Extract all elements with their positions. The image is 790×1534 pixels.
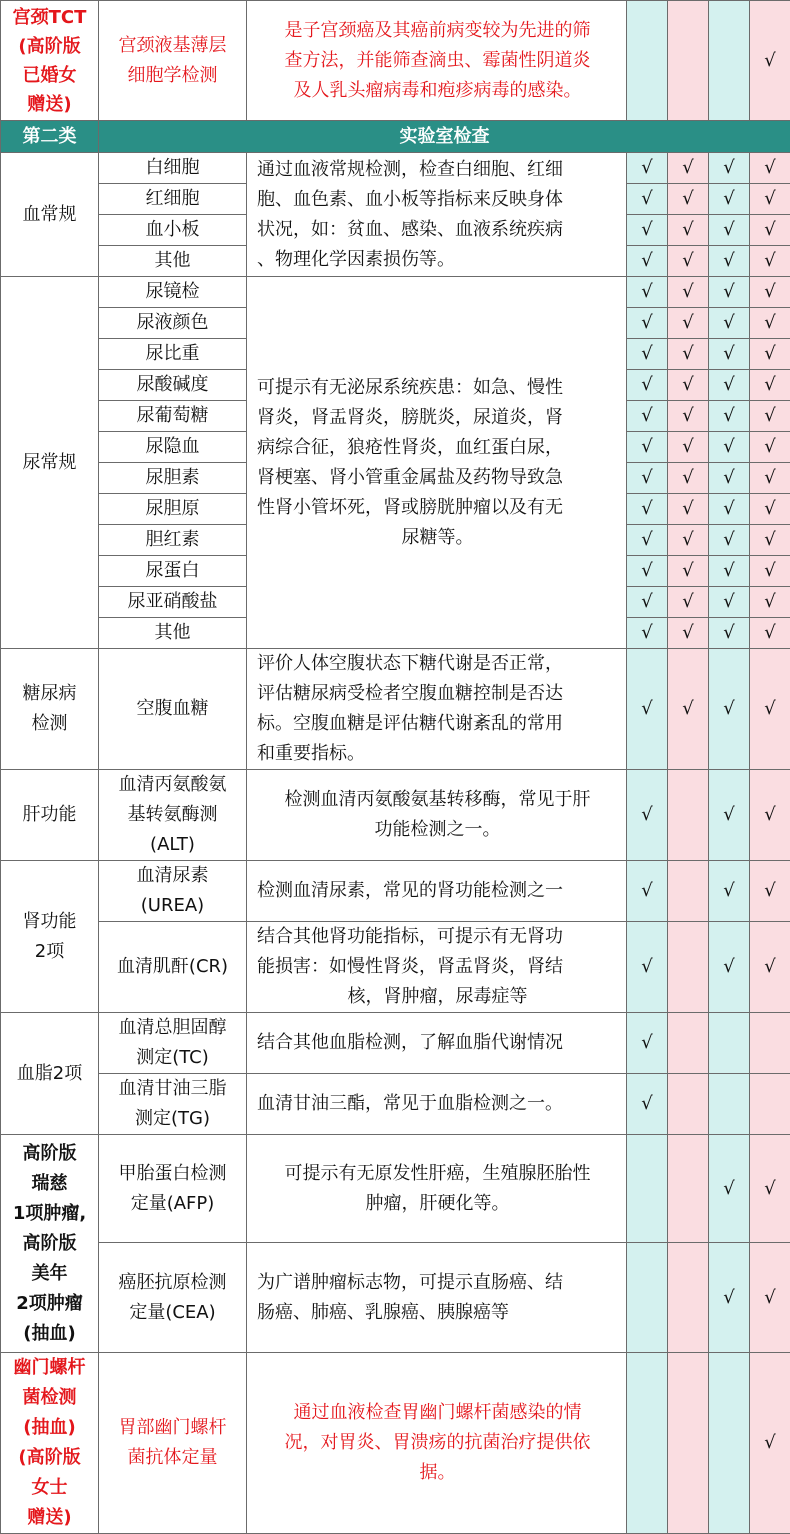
table-row (1, 277, 790, 308)
check-cell: √ (750, 1243, 790, 1353)
check-cell: √ (709, 401, 750, 432)
check-cell: √ (750, 308, 790, 339)
check-cell: √ (668, 246, 709, 277)
check-cell (750, 1074, 790, 1135)
check-cell: √ (750, 277, 790, 308)
item-cell: 其他 (99, 618, 247, 649)
description-cell: 可提示有无泌尿系统疾患：如急、慢性 肾炎，肾盂肾炎，膀胱炎，尿道炎，肾 病综合征，狼疮性肾炎，血红蛋白尿， 肾梗塞、肾小管重金属盐及药物导致急 性肾小管坏死，肾或膀胱肿瘤以及有无 尿糖等。 (247, 277, 627, 649)
item-cell: 胆红素 (99, 525, 247, 556)
check-cell (668, 1135, 709, 1243)
table-row (1, 861, 790, 922)
category-cell: 血常规 (1, 153, 99, 277)
table-row (1, 922, 790, 1013)
item-cell: 尿液颜色 (99, 308, 247, 339)
description-cell: 可提示有无原发性肝癌，生殖腺胚胎性 肿瘤，肝硬化等。 (247, 1135, 627, 1243)
check-cell: √ (668, 277, 709, 308)
check-cell (709, 1, 750, 121)
table-row (1, 1013, 790, 1074)
category-cell: 高阶版 瑞慈 1项肿瘤, 高阶版 美年 2项肿瘤 (抽血) (1, 1135, 99, 1353)
table-row (1, 1243, 790, 1353)
check-cell: √ (709, 1243, 750, 1353)
check-cell (627, 1135, 668, 1243)
description-cell: 通过血液检查胃幽门螺杆菌感染的情 况，对胃炎、胃溃疡的抗菌治疗提供依 据。 (247, 1353, 627, 1534)
check-cell (709, 1013, 750, 1074)
check-cell: √ (627, 525, 668, 556)
check-cell: √ (668, 463, 709, 494)
check-cell: √ (709, 649, 750, 770)
check-cell: √ (668, 401, 709, 432)
description-cell: 检测血清丙氨酸氨基转移酶，常见于肝 功能检测之一。 (247, 770, 627, 861)
check-cell: √ (709, 370, 750, 401)
check-cell: √ (709, 277, 750, 308)
check-cell: √ (709, 525, 750, 556)
check-cell: √ (750, 463, 790, 494)
item-cell: 尿镜检 (99, 277, 247, 308)
check-cell (668, 1074, 709, 1135)
category-cell: 尿常规 (1, 277, 99, 649)
check-cell: √ (750, 153, 790, 184)
check-cell (668, 1353, 709, 1534)
item-cell: 尿胆素 (99, 463, 247, 494)
check-cell: √ (709, 494, 750, 525)
check-cell (709, 1074, 750, 1135)
item-cell: 宫颈液基薄层 细胞学检测 (99, 1, 247, 121)
table-row (1, 1353, 790, 1534)
check-cell: √ (627, 153, 668, 184)
check-cell (627, 1243, 668, 1353)
check-cell: √ (627, 1013, 668, 1074)
section-title: 实验室检查 (99, 121, 790, 153)
check-cell: √ (668, 215, 709, 246)
check-cell: √ (709, 308, 750, 339)
check-cell (709, 1353, 750, 1534)
section-header-row (1, 121, 790, 153)
check-cell: √ (627, 308, 668, 339)
description-cell: 检测血清尿素，常见的肾功能检测之一 (247, 861, 627, 922)
description-cell: 血清甘油三酯，常见于血脂检测之一。 (247, 1074, 627, 1135)
description-cell: 结合其他肾功能指标，可提示有无肾功 能损害：如慢性肾炎，肾盂肾炎，肾结 核，肾肿瘤，尿毒症等 (247, 922, 627, 1013)
check-cell: √ (709, 587, 750, 618)
check-cell: √ (750, 861, 790, 922)
item-cell: 尿隐血 (99, 432, 247, 463)
check-cell: √ (750, 618, 790, 649)
description-cell: 为广谱肿瘤标志物，可提示直肠癌、结 肠癌、肺癌、乳腺癌、胰腺癌等 (247, 1243, 627, 1353)
check-cell: √ (709, 770, 750, 861)
check-cell: √ (750, 1135, 790, 1243)
check-cell: √ (627, 184, 668, 215)
item-cell: 血清丙氨酸氨 基转氨酶测 (ALT) (99, 770, 247, 861)
description-cell: 是子宫颈癌及其癌前病变较为先进的筛 查方法，并能筛查滴虫、霉菌性阴道炎 及人乳头瘤病毒和疱疹病毒的感染。 (247, 1, 627, 121)
check-cell (627, 1, 668, 121)
check-cell: √ (668, 494, 709, 525)
check-cell: √ (750, 525, 790, 556)
check-cell: √ (750, 556, 790, 587)
table-row (1, 770, 790, 861)
description-cell: 评价人体空腹状态下糖代谢是否正常， 评估糖尿病受检者空腹血糖控制是否达 标。空腹血糖是评估糖代谢紊乱的常用 和重要指标。 (247, 649, 627, 770)
check-cell: √ (709, 922, 750, 1013)
check-cell: √ (709, 184, 750, 215)
check-cell: √ (627, 922, 668, 1013)
check-cell (668, 922, 709, 1013)
check-cell: √ (627, 246, 668, 277)
item-cell: 血清肌酐(CR) (99, 922, 247, 1013)
item-cell: 胃部幽门螺杆 菌抗体定量 (99, 1353, 247, 1534)
check-cell: √ (668, 432, 709, 463)
check-cell (668, 1243, 709, 1353)
item-cell: 尿酸碱度 (99, 370, 247, 401)
check-cell: √ (627, 432, 668, 463)
check-cell: √ (709, 153, 750, 184)
check-cell: √ (709, 861, 750, 922)
check-cell (627, 1353, 668, 1534)
check-cell: √ (750, 494, 790, 525)
item-cell: 白细胞 (99, 153, 247, 184)
check-cell: √ (709, 463, 750, 494)
check-cell: √ (668, 587, 709, 618)
check-cell: √ (668, 184, 709, 215)
item-cell: 尿胆原 (99, 494, 247, 525)
check-cell (750, 1013, 790, 1074)
check-cell: √ (750, 770, 790, 861)
check-cell: √ (668, 618, 709, 649)
check-cell: √ (750, 184, 790, 215)
check-cell: √ (668, 556, 709, 587)
check-cell: √ (627, 1074, 668, 1135)
check-cell (668, 861, 709, 922)
check-cell (668, 1013, 709, 1074)
check-cell: √ (750, 587, 790, 618)
item-cell: 血小板 (99, 215, 247, 246)
check-cell: √ (627, 556, 668, 587)
check-cell: √ (627, 463, 668, 494)
check-cell: √ (750, 1, 790, 121)
check-cell: √ (668, 525, 709, 556)
check-cell: √ (627, 339, 668, 370)
check-cell: √ (668, 308, 709, 339)
item-cell: 血清尿素 (UREA) (99, 861, 247, 922)
category-cell: 血脂2项 (1, 1013, 99, 1135)
check-cell: √ (627, 770, 668, 861)
category-cell: 幽门螺杆 菌检测 (抽血) (高阶版 女士 赠送) (1, 1353, 99, 1534)
category-cell: 肾功能 2项 (1, 861, 99, 1013)
table-row (1, 649, 790, 770)
description-cell: 通过血液常规检测，检查白细胞、红细 胞、血色素、血小板等指标来反映身体 状况，如：贫血、感染、血液系统疾病 、物理化学因素损伤等。 (247, 153, 627, 277)
item-cell: 尿亚硝酸盐 (99, 587, 247, 618)
check-cell: √ (627, 401, 668, 432)
check-cell: √ (627, 861, 668, 922)
item-cell: 血清总胆固醇 测定(TC) (99, 1013, 247, 1074)
check-cell: √ (750, 1353, 790, 1534)
item-cell: 尿葡萄糖 (99, 401, 247, 432)
description-cell: 结合其他血脂检测，了解血脂代谢情况 (247, 1013, 627, 1074)
item-cell: 尿蛋白 (99, 556, 247, 587)
check-cell: √ (750, 339, 790, 370)
check-cell: √ (709, 1135, 750, 1243)
check-cell: √ (627, 494, 668, 525)
check-cell: √ (750, 649, 790, 770)
item-cell: 尿比重 (99, 339, 247, 370)
check-cell: √ (668, 370, 709, 401)
category-cell: 肝功能 (1, 770, 99, 861)
table-row (1, 1, 790, 121)
check-cell: √ (627, 215, 668, 246)
item-cell: 癌胚抗原检测 定量(CEA) (99, 1243, 247, 1353)
check-cell: √ (709, 432, 750, 463)
check-cell: √ (627, 587, 668, 618)
check-cell: √ (750, 370, 790, 401)
check-cell: √ (750, 401, 790, 432)
check-cell: √ (627, 618, 668, 649)
item-cell: 空腹血糖 (99, 649, 247, 770)
check-cell: √ (709, 618, 750, 649)
check-cell: √ (668, 339, 709, 370)
check-cell: √ (627, 277, 668, 308)
check-cell: √ (668, 649, 709, 770)
check-cell: √ (750, 922, 790, 1013)
category-cell: 宫颈TCT (高阶版 已婚女 赠送) (1, 1, 99, 121)
check-cell: √ (627, 370, 668, 401)
check-cell: √ (709, 246, 750, 277)
category-cell: 糖尿病 检测 (1, 649, 99, 770)
item-cell: 血清甘油三脂 测定(TG) (99, 1074, 247, 1135)
check-cell (668, 1, 709, 121)
check-cell: √ (709, 556, 750, 587)
table-row (1, 153, 790, 184)
check-cell: √ (750, 246, 790, 277)
check-cell: √ (668, 153, 709, 184)
check-cell: √ (750, 432, 790, 463)
check-cell: √ (709, 215, 750, 246)
table-row (1, 1135, 790, 1243)
item-cell: 其他 (99, 246, 247, 277)
check-cell: √ (709, 339, 750, 370)
table-row (1, 1074, 790, 1135)
item-cell: 甲胎蛋白检测 定量(AFP) (99, 1135, 247, 1243)
check-cell (668, 770, 709, 861)
check-cell: √ (750, 215, 790, 246)
section-label: 第二类 (1, 121, 99, 153)
check-cell: √ (627, 649, 668, 770)
item-cell: 红细胞 (99, 184, 247, 215)
